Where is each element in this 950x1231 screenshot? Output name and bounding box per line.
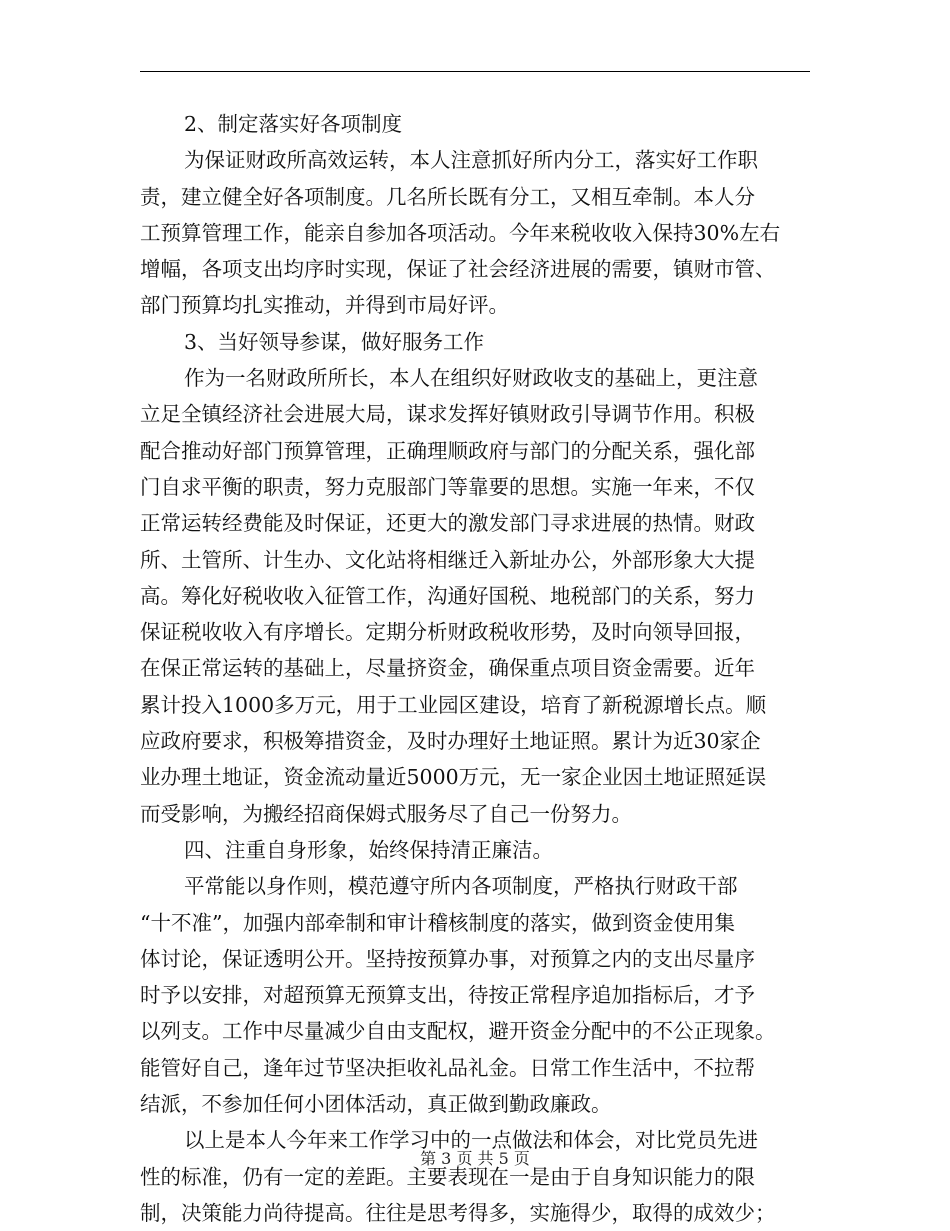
paragraph-line: 结派，不参加任何小团体活动，真正做到勤政廉政。 [140, 1092, 612, 1117]
section-heading-4: 四、注重自身形象，始终保持清正廉洁。 [184, 837, 553, 862]
paragraph-line: 制，决策能力尚待提高。往往是思考得多，实施得少，取得的成效少； [140, 1200, 776, 1225]
paragraph-line: 能管好自己，逢年过节坚决拒收礼品礼金。日常工作生活中，不拉帮 [140, 1055, 755, 1080]
paragraph-line: 工预算管理工作，能亲自参加各项活动。今年来税收收入保持30%左右 [140, 220, 781, 245]
paragraph-line: 增幅，各项支出均序时实现，保证了社会经济进展的需要，镇财市管、 [140, 257, 776, 282]
paragraph-line: 以上是本人今年来工作学习中的一点做法和体会，对比党员先进 [184, 1128, 758, 1153]
paragraph-line: 作为一名财政所所长，本人在组织好财政收支的基础上，更注意 [184, 366, 758, 391]
paragraph-line: 保证税收收入有序增长。定期分析财政税收形势，及时向领导回报， [140, 620, 755, 645]
paragraph-line: 业办理土地证，资金流动量近5000万元，无一家企业因土地证照延误 [140, 765, 767, 790]
paragraph-line: 应政府要求，积极筹措资金，及时办理好土地证照。累计为近30家企 [140, 729, 761, 754]
paragraph-line: 性的标准，仍有一定的差距。主要表现在一是由于自身知识能力的限 [140, 1164, 755, 1189]
paragraph-line: 时予以安排，对超预算无预算支出，待按正常程序追加指标后，才予 [140, 983, 755, 1008]
section-heading-3: 3、当好领导参谋，做好服务工作 [184, 329, 485, 354]
paragraph-line: 平常能以身作则，模范遵守所内各项制度，严格执行财政干部 [184, 874, 738, 899]
paragraph-line: 责，建立健全好各项制度。几名所长既有分工，又相互牵制。本人分 [140, 184, 755, 209]
paragraph-line: 配合推动好部门预算管理，正确理顺政府与部门的分配关系，强化部 [140, 438, 755, 463]
paragraph-line: 所、土管所、计生办、文化站将相继迁入新址办公，外部形象大大提 [140, 547, 755, 572]
paragraph-line: 为保证财政所高效运转，本人注意抓好所内分工，落实好工作职 [184, 148, 758, 173]
paragraph-line: “十不准”，加强内部牵制和审计稽核制度的落实，做到资金使用集 [140, 910, 735, 935]
paragraph-line: 高。筹化好税收收入征管工作，沟通好国税、地税部门的关系，努力 [140, 583, 755, 608]
paragraph-line: 正常运转经费能及时保证，还更大的激发部门寻求进展的热情。财政 [140, 511, 755, 536]
paragraph-line: 而受影响，为搬经招商保姆式服务尽了自己一份努力。 [140, 801, 632, 826]
paragraph-line: 在保正常运转的基础上，尽量挤资金，确保重点项目资金需要。近年 [140, 656, 755, 681]
paragraph-line: 门自求平衡的职责，努力克服部门等靠要的思想。实施一年来，不仅 [140, 474, 755, 499]
paragraph-line: 部门预算均扎实推动，并得到市局好评。 [140, 293, 509, 318]
page-number-footer: 第 3 页 共 5 页 [420, 1149, 530, 1168]
paragraph-line: 体讨论，保证透明公开。坚持按预算办事，对预算之内的支出尽量序 [140, 946, 755, 971]
paragraph-line: 以列支。工作中尽量减少自由支配权，避开资金分配中的不公正现象。 [140, 1019, 776, 1044]
paragraph-line: 累计投入1000多万元，用于工业园区建设，培育了新税源增长点。顺 [140, 692, 767, 717]
header-rule [140, 71, 810, 72]
document-body [140, 106, 810, 1231]
paragraph-line: 立足全镇经济社会进展大局，谋求发挥好镇财政引导调节作用。积极 [140, 402, 755, 427]
section-heading-2: 2、制定落实好各项制度 [184, 112, 403, 136]
